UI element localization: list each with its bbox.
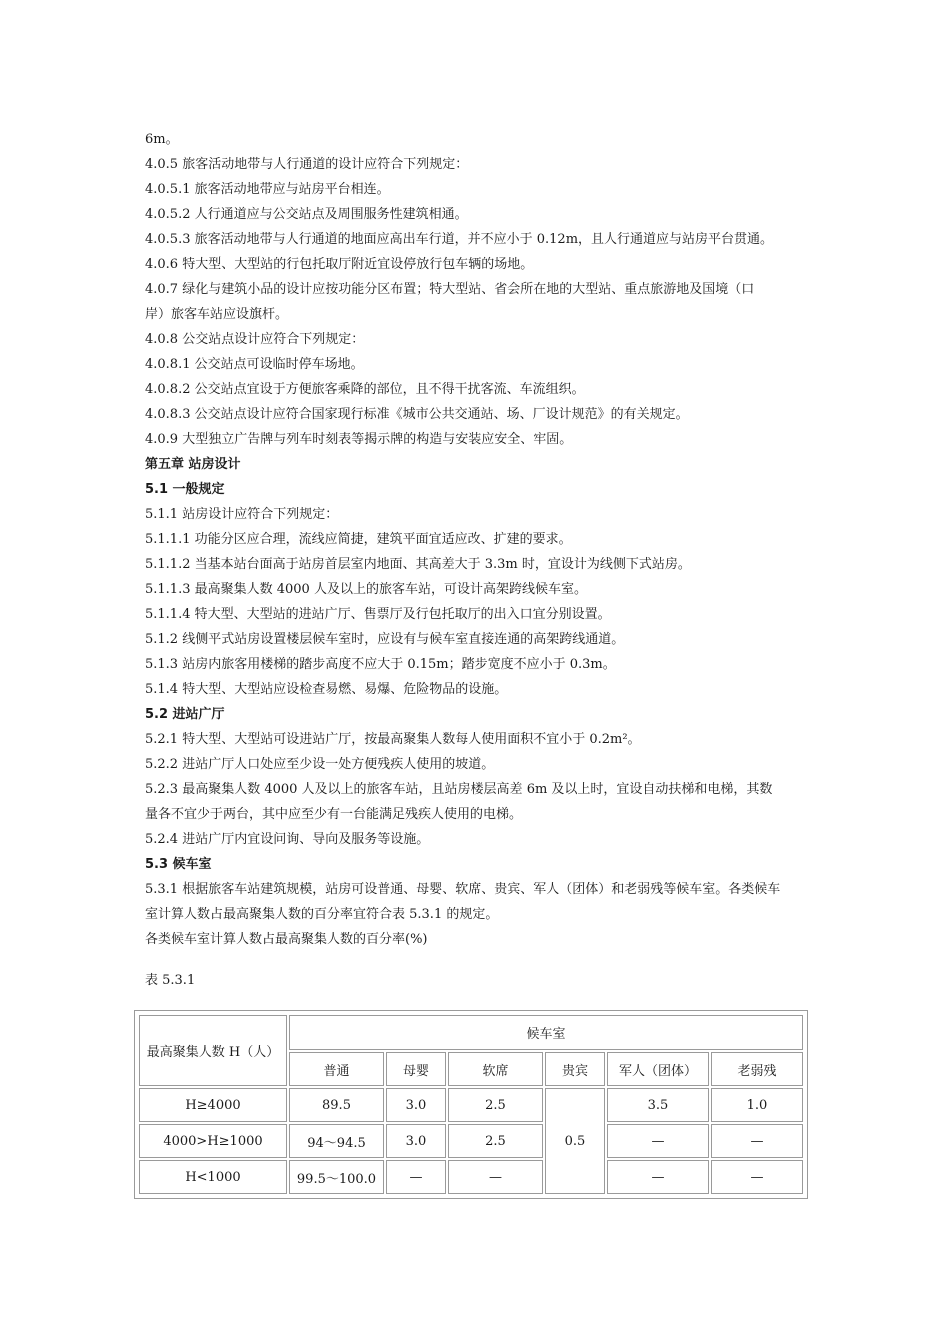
text-line: 4.0.5 旅客活动地带与人行通道的设计应符合下列规定： bbox=[145, 157, 469, 172]
text-line: 5.3.1 根据旅客车站建筑规模，站房可设普通、母婴、软席、贵宾、军人（团体）和老弱残等候车室。各类候车 bbox=[145, 882, 781, 897]
text-line: 5.1.1.3 最高聚集人数 4000 人及以上的旅客车站，可设计高架跨线候车室。 bbox=[145, 582, 587, 597]
text-line: 4.0.6 特大型、大型站的行包托取厅附近宜设停放行包车辆的场地。 bbox=[145, 257, 534, 272]
table-header-row bbox=[139, 1015, 803, 1050]
text-line: 5.1.4 特大型、大型站应设检查易燃、易爆、危险物品的设施。 bbox=[145, 682, 508, 697]
text-line: 5.1.1.1 功能分区应合理，流线应简捷，建筑平面宜适应改、扩建的要求。 bbox=[145, 532, 572, 547]
text-line: 4.0.7 绿化与建筑小品的设计应按功能分区布置；特大型站、省会所在地的大型站、重点旅游地及国境（口 bbox=[145, 282, 755, 297]
table-cell: 2.5 bbox=[448, 1124, 543, 1158]
table-cell: 94～94.5 bbox=[289, 1124, 384, 1158]
table-cell: 89.5 bbox=[289, 1088, 384, 1122]
text-line: 6m。 bbox=[145, 132, 179, 147]
row-label: H<1000 bbox=[139, 1160, 287, 1194]
text-line: 5.1.1.4 特大型、大型站的进站广厅、售票厅及行包托取厅的出入口宜分别设置。 bbox=[145, 607, 611, 622]
waiting-room-table-frame bbox=[134, 1010, 808, 1199]
column-header-laoruocan: 老弱残 bbox=[711, 1052, 803, 1086]
table-caption: 表 5.3.1 bbox=[145, 973, 196, 988]
table-cell: 2.5 bbox=[448, 1088, 543, 1122]
table-row bbox=[139, 1124, 803, 1158]
table-cell-merged-guibin: 0.5 bbox=[545, 1088, 605, 1194]
column-header-muying: 母婴 bbox=[386, 1052, 446, 1086]
column-header-ruanxi: 软席 bbox=[448, 1052, 543, 1086]
section-heading: 第五章 站房设计 bbox=[145, 457, 241, 472]
text-line: 5.1.2 线侧平式站房设置楼层候车室时，应设有与候车室直接连通的高架跨线通道。 bbox=[145, 632, 625, 647]
column-header-guibin: 贵宾 bbox=[545, 1052, 605, 1086]
row-label: 4000>H≥1000 bbox=[139, 1124, 287, 1158]
row-label: H≥4000 bbox=[139, 1088, 287, 1122]
group-header-cell: 候车室 bbox=[289, 1015, 803, 1050]
table-row bbox=[139, 1160, 803, 1194]
table-cell: — bbox=[607, 1160, 709, 1194]
document-body bbox=[145, 127, 825, 993]
spacer bbox=[145, 952, 825, 968]
text-line: 5.1.3 站房内旅客用楼梯的踏步高度不应大于 0.15m；踏步宽度不应小于 0.3m。 bbox=[145, 657, 616, 672]
text-line: 4.0.8.3 公交站点设计应符合国家现行标准《城市公共交通站、场、厂设计规范》的有关规定。 bbox=[145, 407, 689, 422]
table-row bbox=[139, 1088, 803, 1122]
text-line: 5.1.1.2 当基本站台面高于站房首层室内地面、其高差大于 3.3m 时，宜设计为线侧下式站房。 bbox=[145, 557, 691, 572]
text-line: 4.0.8.2 公交站点宜设于方便旅客乘降的部位，且不得干扰客流、车流组织。 bbox=[145, 382, 585, 397]
text-line: 5.2.2 进站广厅人口处应至少设一处方便残疾人使用的坡道。 bbox=[145, 757, 495, 772]
waiting-room-percentage-table bbox=[137, 1013, 805, 1196]
text-line: 5.2.3 最高聚集人数 4000 人及以上的旅客车站，且站房楼层高差 6m 及以上时，宜设自动扶梯和电梯，其数 bbox=[145, 782, 773, 797]
text-line: 4.0.5.3 旅客活动地带与人行通道的地面应高出车行道，并不应小于 0.12m，且人行通道应与站房平台贯通。 bbox=[145, 232, 774, 247]
table-cell: 1.0 bbox=[711, 1088, 803, 1122]
table-cell: — bbox=[711, 1124, 803, 1158]
table-cell: 99.5～100.0 bbox=[289, 1160, 384, 1194]
text-line: 4.0.8 公交站点设计应符合下列规定： bbox=[145, 332, 365, 347]
table-cell: 3.0 bbox=[386, 1124, 446, 1158]
column-header-junren: 军人（团体） bbox=[607, 1052, 709, 1086]
text-line: 5.2.1 特大型、大型站可设进站广厅，按最高聚集人数每人使用面积不宜小于 0.2m²。 bbox=[145, 732, 641, 747]
column-header-putong: 普通 bbox=[289, 1052, 384, 1086]
text-line: 4.0.5.2 人行通道应与公交站点及周围服务性建筑相通。 bbox=[145, 207, 468, 222]
table-cell: 3.5 bbox=[607, 1088, 709, 1122]
table-cell: 3.0 bbox=[386, 1088, 446, 1122]
text-line: 4.0.9 大型独立广告牌与列车时刻表等揭示牌的构造与安装应安全、牢固。 bbox=[145, 432, 573, 447]
table-cell: — bbox=[607, 1124, 709, 1158]
table-cell: — bbox=[386, 1160, 446, 1194]
text-line: 4.0.8.1 公交站点可设临时停车场地。 bbox=[145, 357, 364, 372]
text-line: 4.0.5.1 旅客活动地带应与站房平台相连。 bbox=[145, 182, 390, 197]
text-line: 5.1.1 站房设计应符合下列规定： bbox=[145, 507, 339, 522]
text-line: 各类候车室计算人数占最高聚集人数的百分率(%) bbox=[145, 932, 428, 947]
table-cell: — bbox=[448, 1160, 543, 1194]
text-line: 室计算人数占最高聚集人数的百分率宜符合表 5.3.1 的规定。 bbox=[145, 907, 499, 922]
section-heading: 5.3 候车室 bbox=[145, 857, 212, 872]
text-line: 岸）旅客车站应设旗杆。 bbox=[145, 307, 289, 322]
section-heading: 5.1 一般规定 bbox=[145, 482, 225, 497]
section-heading: 5.2 进站广厅 bbox=[145, 707, 225, 722]
row-header-cell: 最高聚集人数 H（人） bbox=[139, 1015, 287, 1086]
text-line: 量各不宜少于两台，其中应至少有一台能满足残疾人使用的电梯。 bbox=[145, 807, 523, 822]
table-cell: — bbox=[711, 1160, 803, 1194]
text-line: 5.2.4 进站广厅内宜设问询、导向及服务等设施。 bbox=[145, 832, 430, 847]
